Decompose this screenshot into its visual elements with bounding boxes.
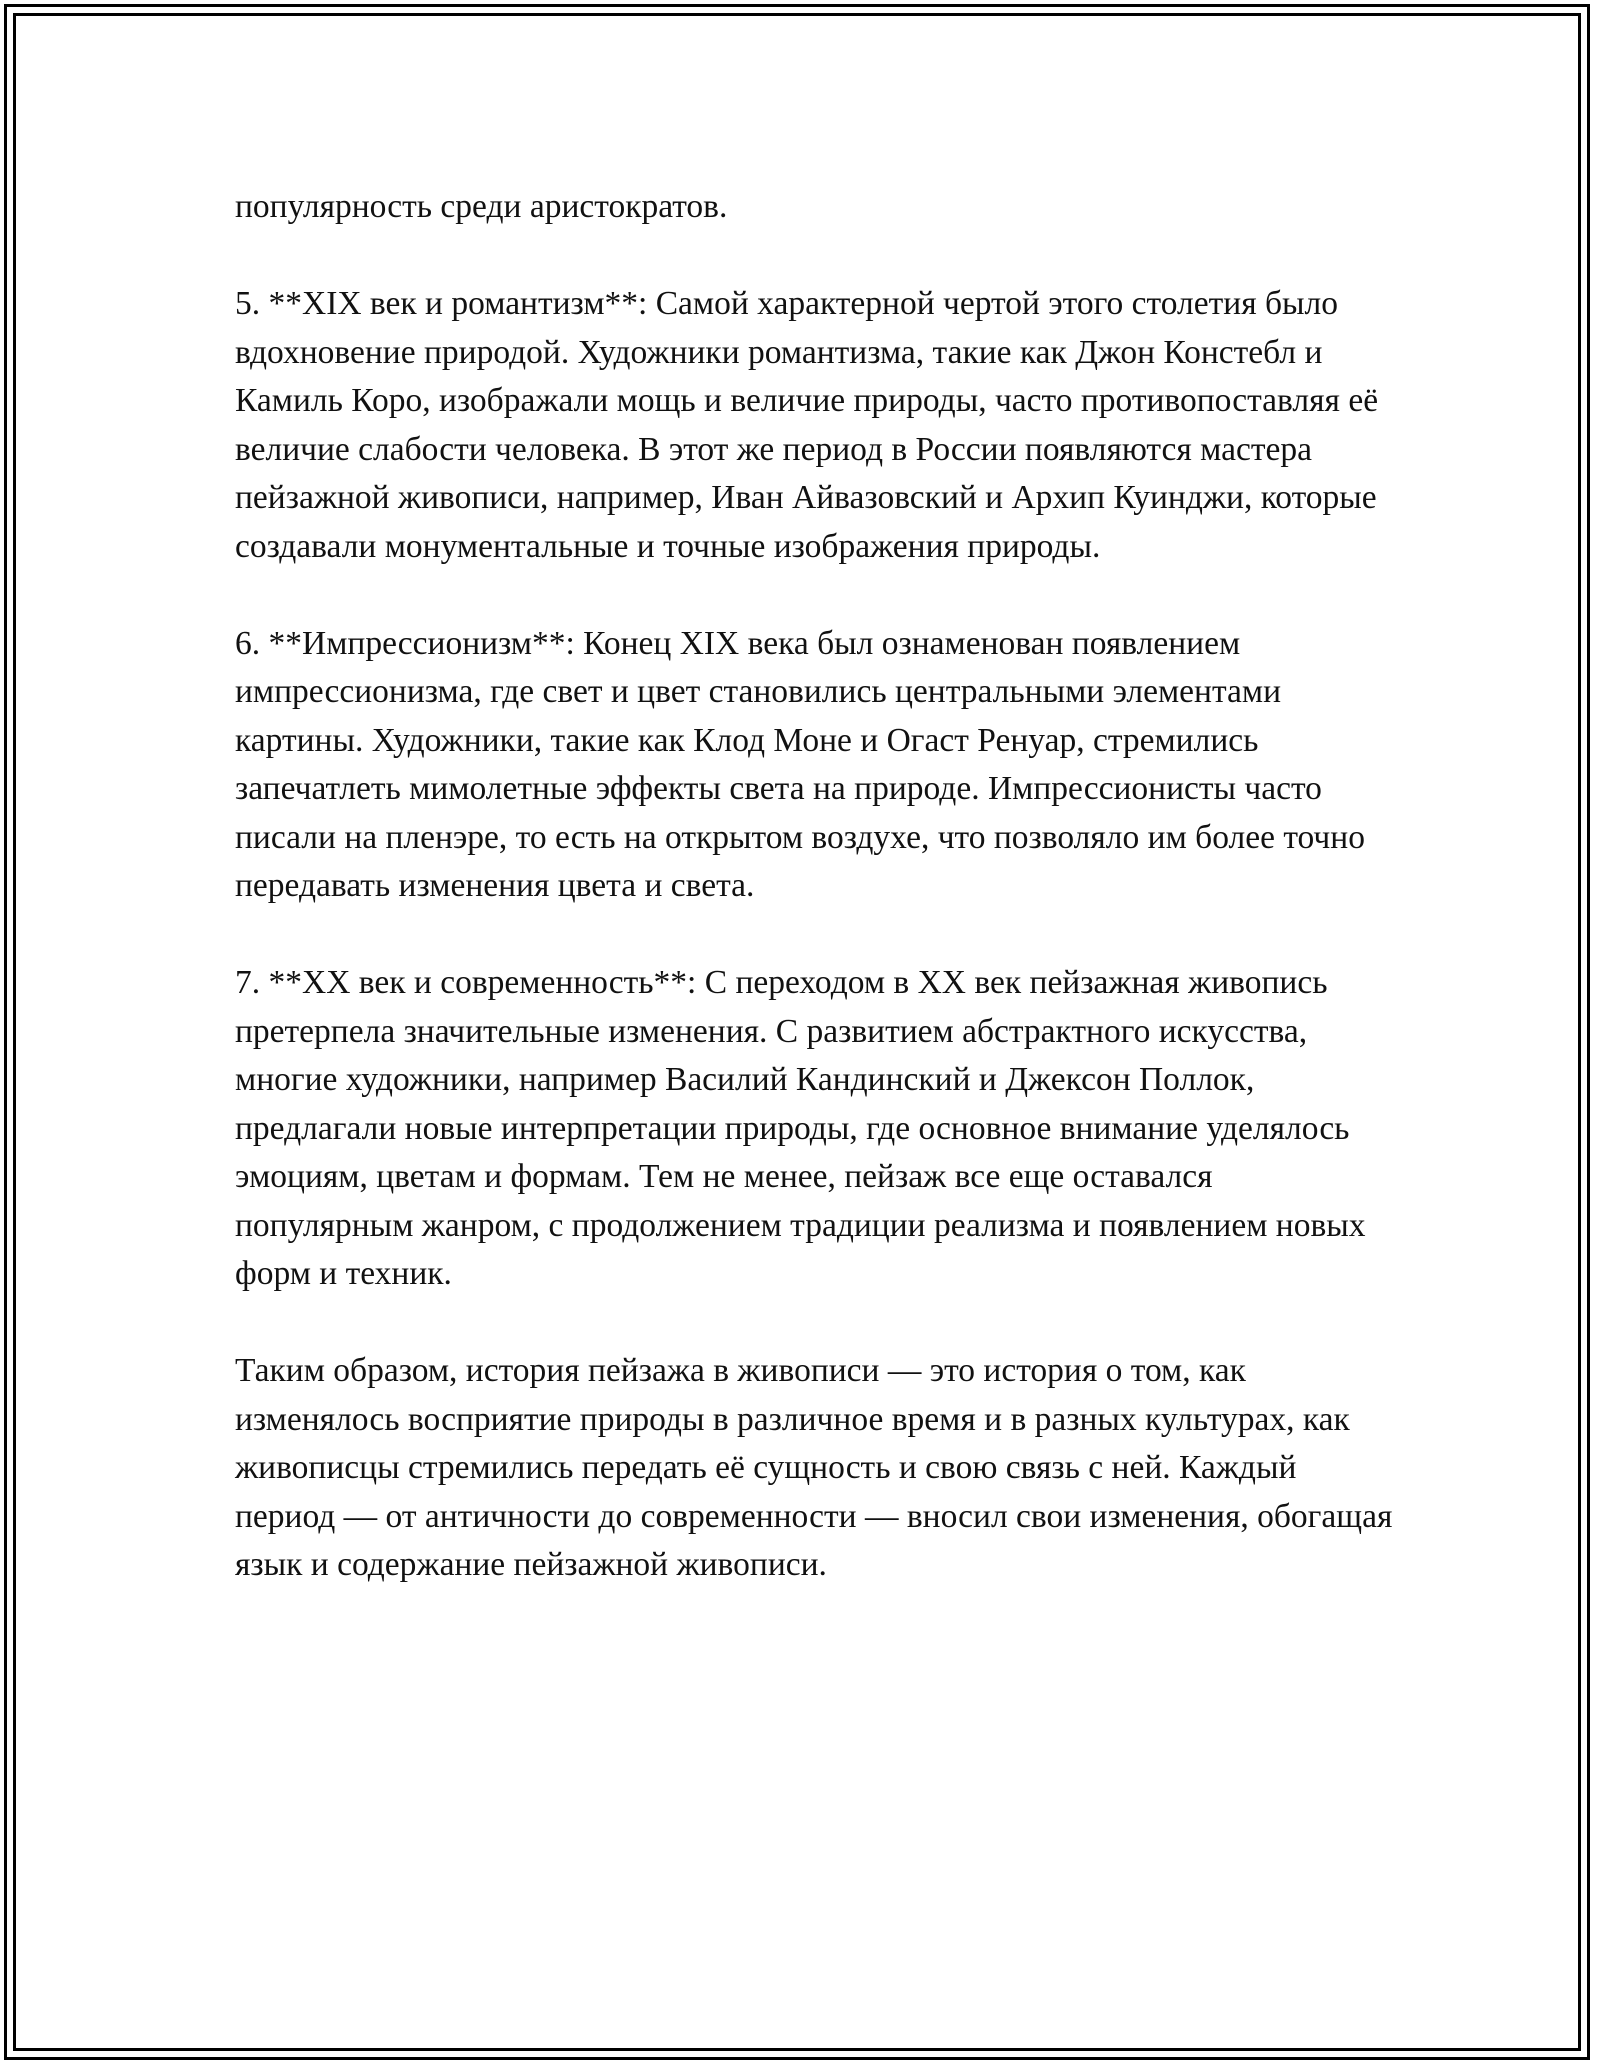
paragraph-impressionism: 6. **Импрессионизм**: Конец XIX века был ознаменован появлением импрессионизма, где свет и цвет становились центральными элементами картины. Художники, такие как Клод Моне и Огаст Ренуар, стремились запечатлеть мимолетные эффекты света на природе. Импрессионисты часто писали на пленэре, то есть на открытом воздухе, что позволяло им более точно передавать изменения цвета и света. bbox=[235, 624, 1365, 904]
paragraph-romanticism: 5. **XIX век и романтизм**: Самой характерной чертой этого столетия было вдохновение природой. Художники романтизма, такие как Джон Констебл и Камиль Коро, изображали мощь и величие природы, часто противопоставляя её величие слабости человека. В этот же период в России появляются мастера пейзажной живописи, например, Иван Айвазовский и Архип Куинджи, которые создавали монументальные и точные изображения природы. bbox=[235, 285, 1379, 565]
paragraph-conclusion: Таким образом, история пейзажа в живописи — это история о том, как изменялось восприятие природы в различное время и в разных культурах, как живописцы стремились передать её сущность и свою связь с ней. Каждый период — от античности до современности — вносил свои изменения, обогащая язык и содержание пейзажной живописи. bbox=[235, 1352, 1393, 1583]
document-body bbox=[235, 183, 1395, 1638]
paragraph-continuation: популярность среди аристократов. bbox=[235, 188, 728, 225]
paragraph-modern-era: 7. **XX век и современность**: С переходом в XX век пейзажная живопись претерпела значительные изменения. С развитием абстрактного искусства, многие художники, например Василий Кандинский и Джексон Поллок, предлагали новые интерпретации природы, где основное внимание уделялось эмоциям, цветам и формам. Тем не менее, пейзаж все еще оставался популярным жанром, с продолжением традиции реализма и появлением новых форм и техник. bbox=[235, 964, 1366, 1292]
